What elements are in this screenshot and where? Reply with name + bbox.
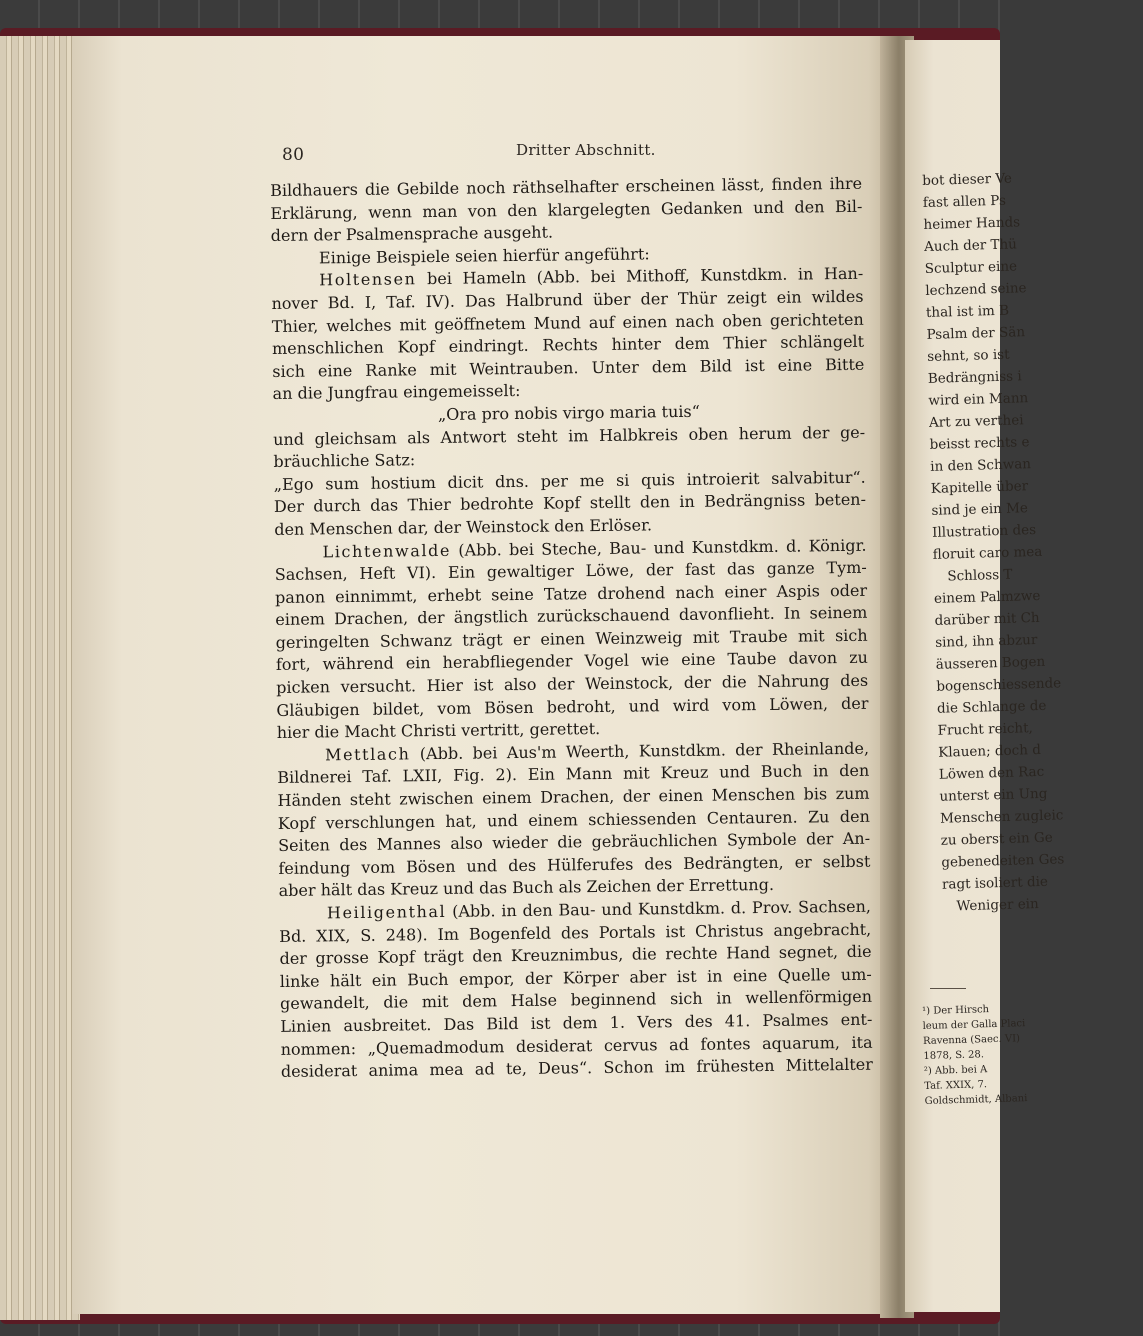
line-text: nover Bd. I, Taf. IV). Das Halbrund über der Thür zeigt ein wildes [271,286,864,313]
line-text: der grosse Kopf trägt den Kreuznimbus, die rechte Hand segnet, die [279,941,872,969]
right-text-line: thal ist im B [925,302,1010,321]
right-text-line: Kapitelle über [930,478,1029,497]
line-text: „Ego sum hostium dicit dns. per me si quis introierit salvabitur“. [273,467,866,494]
footnote-line: Goldschmidt, Albani [924,1093,1028,1107]
right-text-line: heimer Hands [923,214,1021,233]
place-name: Lichtenwalde [322,540,452,561]
right-text-line: Auch der Thü [923,236,1018,255]
place-name: Heiligenthal [326,901,447,923]
line-text: einem Drachen, der ängstlich zurückschauend davonflieht. In seinem [275,603,868,630]
right-text-line: darüber mit Ch [934,609,1040,629]
right-text-line: sind, ihn abzur [934,631,1038,651]
right-page-text [922,164,1143,917]
line-text: Händen steht zwischen einem Drachen, der einen Menschen bis zum [277,783,870,810]
right-text-line: Menschen zugleic [939,807,1064,827]
right-text-line: bot dieser Ve [922,170,1013,189]
line-text: Erklärung, wenn man von den klargelegten Gedanken und den Bil- [270,196,863,223]
right-text-line: Frucht reicht, [937,720,1034,739]
page-number: 80 [282,145,305,165]
line-text: Linien ausbreitet. Das Bild ist dem 1. Vers des 41. Psalmes ent- [280,1009,873,1036]
line-text: Einige Beispiele seien hierfür angeführt: [318,244,650,268]
footnote-line: 1878, S. 28. [923,1049,985,1062]
right-text-line: in den Schwan [930,456,1032,475]
place-name: Holtensen [319,269,417,290]
line-text: feindung vom Bösen und des Hülferufes des Bedrängten, er selbst [278,851,871,878]
line-text: Bildnerei Taf. LXII, Fig. 2). Ein Mann mit Kreuz und Buch in den [277,761,870,788]
right-text-line: floruit caro mea [932,543,1043,563]
line-text: geringelten Schwanz trägt er einen Weinzweig mit Traube mit sich [275,625,868,652]
line-text: (Abb. in den Bau- und Kunstdkm. d. Prov. Sachsen, [446,896,872,921]
line-text: gewandelt, die mit dem Halse beginnend sich in wellenförmigen [279,987,873,1014]
right-text-line: Sculptur eine [924,258,1018,277]
line-text: Kopf verschlungen hat, und einem schiessenden Centauren. Zu den [277,806,870,833]
line-text: menschlichen Kopf eindringt. Rechts hinter dem Thier schlängelt [271,331,865,359]
footnote-line: Taf. XXIX, 7. [924,1079,988,1092]
right-page-footnotes [922,1001,1045,1109]
right-text-line: wird ein Mann [928,390,1029,409]
line-text: Bd. XIX, S. 248). Im Bogenfeld des Portals ist Christus angebracht, [279,919,872,946]
footnote-line: Ravenna (Saec. VI) [922,1033,1021,1047]
right-text-line: Schloss T [947,566,1013,585]
line-text: (Abb. bei Steche, Bau- und Kunstdkm. d. Königr. [450,535,867,560]
right-text-line: Bedrängniss i [927,368,1022,387]
right-text-line: sind je ein Me [931,500,1029,519]
right-text-line: Psalm der Sän [926,324,1026,343]
right-text-line: bogenschiessende [936,675,1062,695]
right-text-line: fast allen Ps [922,192,1007,211]
line-text: picken versucht. Hier ist also der Weinstock, der die Nahrung des [276,670,869,698]
line-text: dern der Psalmensprache ausgeht. [270,222,554,246]
right-text-line: Illustration des [931,521,1037,541]
line-text: nommen: „Quemadmodum desiderat cervus ad fontes aquarum, ita [280,1032,873,1059]
section-title: Dritter Abschnitt. [516,141,656,159]
right-text-line: Art zu verthei [928,412,1024,431]
line-text: linke hält ein Buch empor, der Körper aber ist in eine Quelle um- [279,964,872,991]
line-text: Seiten des Mannes also wieder die gebräuchlichen Symbole der An- [278,828,871,856]
right-text-line: Löwen den Rac [938,763,1045,783]
right-text-line: gebenedeiten Ges [941,851,1065,871]
right-text-line: äusseren Bogen [935,653,1046,673]
line-text: fort, während ein herabfliegender Vogel wie eine Taube davon zu [275,648,868,675]
line-text: bräuchliche Satz: [273,450,416,472]
footnote-rule [930,988,966,989]
line-text: desiderat anima mea ad te, Deus“. Schon im frühesten Mittelalter [280,1054,873,1082]
footnote-line: leum der Galla Placi [922,1018,1026,1032]
line-text: den Menschen dar, der Weinstock den Erlöser. [274,515,653,539]
line-text: Bildhauers die Gebilde noch räthselhafter erscheinen lässt, finden ihre [270,173,863,200]
right-text-line: unterst ein Ung [939,785,1048,805]
line-text: sich eine Ranke mit Weintrauben. Unter dem Bild ist eine Bitte [272,354,865,381]
line-text: Sachsen, Heft VI). Ein gewaltiger Löwe, der fast das ganze Tym- [274,557,867,585]
right-text-line: zu oberst ein Ge [940,829,1053,849]
line-text: bei Hameln (Abb. bei Mithoff, Kunstdkm. in Han- [416,264,864,289]
line-text: (Abb. bei Aus'm Weerth, Kunstdkm. der Rheinlande, [410,738,870,764]
footnote-line: ²) Abb. bei A [923,1064,988,1077]
line-text: „Ora pro nobis virgo maria tuis“ [437,401,700,424]
place-name: Mettlach [324,744,411,765]
right-text-line: einem Palmzwe [933,587,1041,607]
right-text-line: Weniger ein [956,896,1039,915]
right-text-line: beisst rechts e [929,434,1030,453]
page-edges [0,36,80,1320]
right-text-line: die Schlange de [936,697,1047,717]
right-text-line: lechzend seine [925,280,1027,299]
right-text-line: ragt isoliert die [941,873,1049,893]
footnote-line: ¹) Der Hirsch [922,1004,990,1017]
line-text: aber hält das Kreuz und das Buch als Zeichen der Errettung. [278,875,775,901]
line-text: und gleichsam als Antwort steht im Halbkreis oben herum der ge- [273,422,866,449]
line-text: Thier, welches mit geöffnetem Mund auf einen nach oben gerichteten [271,309,864,336]
line-text: Gläubigen bildet, vom Bösen bedroht, und wird vom Löwen, der [276,693,869,720]
line-text: hier die Macht Christi vertritt, gerettet. [276,719,601,743]
line-text: an die Jungfrau eingemeisselt: [272,381,521,404]
right-text-line: sehnt, so ist [926,346,1010,365]
right-text-line: Klauen; doch d [938,741,1042,761]
page-body-text [270,173,873,1084]
line-text: Der durch das Thier bedrohte Kopf stellt den in Bedrängniss beten- [273,490,867,517]
line-text: panon einnimmt, erhebt seine Tatze drohend nach einer Aspis oder [274,580,868,607]
